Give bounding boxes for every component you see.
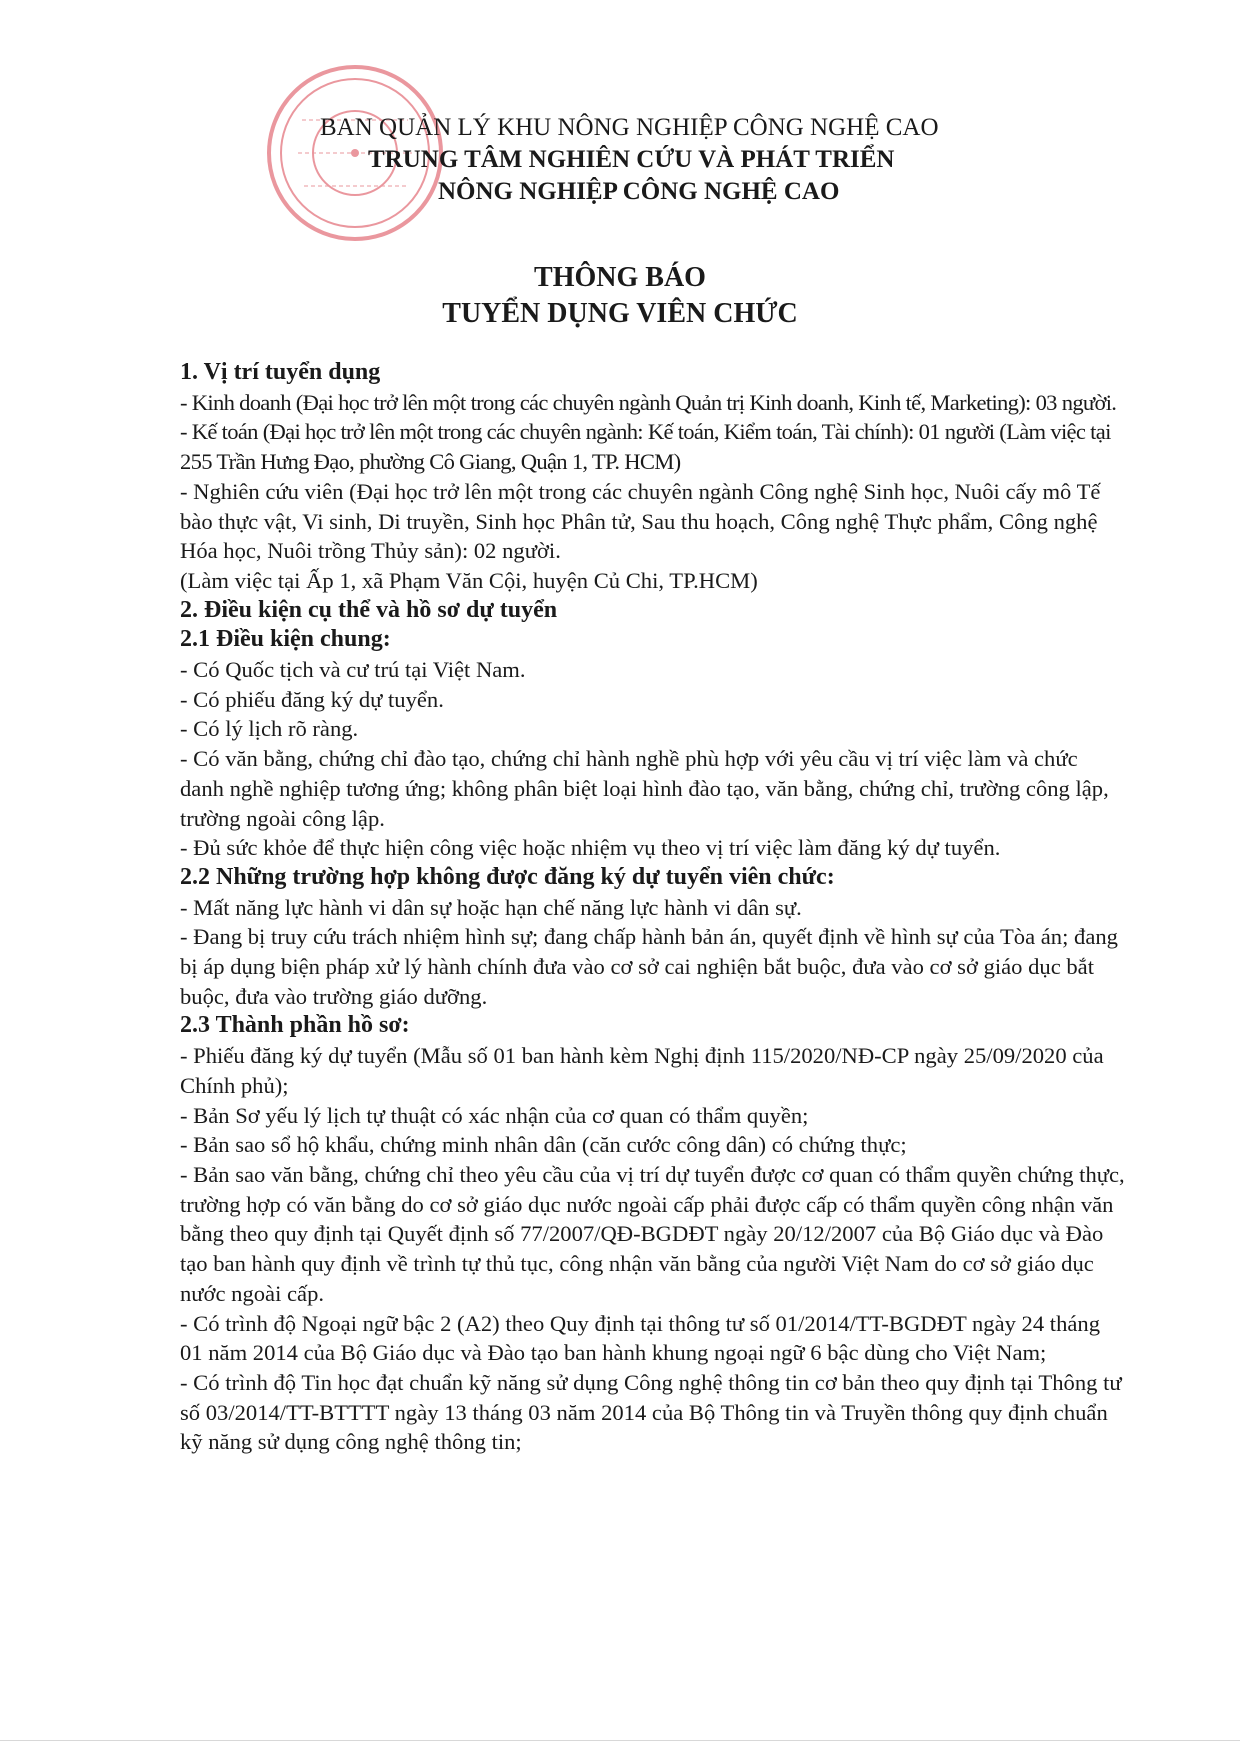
header-line-1: BAN QUẢN LÝ KHU NÔNG NGHIỆP CÔNG NGHỆ CAO [320,114,939,141]
body-paragraph: - Có lý lịch rõ ràng. [180,716,359,742]
document-subtitle: TUYỂN DỤNG VIÊN CHỨC [442,298,798,329]
section-heading: 2. Điều kiện cụ thể và hồ sơ dự tuyển [180,596,558,623]
header-line-2: TRUNG TÂM NGHIÊN CỨU VÀ PHÁT TRIỂN [368,146,895,173]
page-edge-divider [0,1740,1240,1741]
body-paragraph: - Đủ sức khỏe để thực hiện công việc hoặc nhiệm vụ theo vị trí việc làm đăng ký dự tuyển. [180,835,1001,861]
document-body [180,358,1126,1457]
body-paragraph: - Bản sao văn bằng, chứng chỉ theo yêu cầu của vị trí dự tuyển được cơ quan có thẩm quyền chứng thực, trường hợp có văn bằng do cơ sở giáo dục nước ngoài cấp phải được cấp có thẩm quyền công nhận văn bằng theo quy định tại Quyết định số 77/2007/QĐ-BGDĐT ngày 20/12/2007 của Bộ Giáo dục và Đào tạo ban hành quy định về trình tự thủ tục, công nhận văn bằng của người Việt Nam do cơ sở giáo dục nước ngoài cấp. [180,1161,1125,1306]
body-paragraph: - Có phiếu đăng ký dự tuyển. [180,686,444,712]
body-paragraph: - Mất năng lực hành vi dân sự hoặc hạn chế năng lực hành vi dân sự. [180,894,802,920]
document-title: THÔNG BÁO [534,262,706,293]
body-paragraph: - Có trình độ Tin học đạt chuẩn kỹ năng sử dụng Công nghệ thông tin cơ bản theo quy định tại Thông tư số 03/2014/TT-BTTTT ngày 13 tháng 03 năm 2014 của Bộ Thông tin và Truyền thông quy định chuẩn kỹ năng sử dụng công nghệ thông tin; [180,1369,1122,1455]
body-paragraph: - Có Quốc tịch và cư trú tại Việt Nam. [180,657,526,683]
body-paragraph: - Phiếu đăng ký dự tuyển (Mẫu số 01 ban hành kèm Nghị định 115/2020/NĐ-CP ngày 25/09/2020 của Chính phủ); [180,1043,1104,1098]
section-heading: 1. Vị trí tuyển dụng [180,359,381,385]
body-paragraph: - Bản sao sổ hộ khẩu, chứng minh nhân dân (căn cước công dân) có chứng thực; [180,1132,907,1158]
body-paragraph: - Nghiên cứu viên (Đại học trở lên một trong các chuyên ngành Công nghệ Sinh học, Nuôi cấy mô Tế bào thực vật, Vi sinh, Di truyền, Sinh học Phân tử, Sau thu hoạch, Công nghệ Thực phẩm, Công nghệ Hóa học, Nuôi trồng Thủy sản): 02 người. [180,478,1101,564]
body-paragraph: - Kinh doanh (Đại học trở lên một trong các chuyên ngành Quản trị Kinh doanh, Kinh tế, Marketing): 03 người. [180,389,1117,415]
body-paragraph: - Bản Sơ yếu lý lịch tự thuật có xác nhận của cơ quan có thẩm quyền; [180,1102,809,1128]
section-heading: 2.2 Những trường hợp không được đăng ký dự tuyển viên chức: [180,863,835,890]
header-line-3: NÔNG NGHIỆP CÔNG NGHỆ CAO [438,178,840,205]
organization-header [320,112,1080,208]
body-paragraph: - Kế toán (Đại học trở lên một trong các chuyên ngành: Kế toán, Kiểm toán, Tài chính): 01 người (Làm việc tại 255 Trần Hưng Đạo, phường Cô Giang, Quận 1, TP. HCM) [180,419,1111,475]
body-paragraph: (Làm việc tại Ấp 1, xã Phạm Văn Cội, huyện Củ Chi, TP.HCM) [180,567,758,593]
section-heading: 2.3 Thành phần hồ sơ: [180,1012,410,1039]
body-paragraph: - Có trình độ Ngoại ngữ bậc 2 (A2) theo Quy định tại thông tư số 01/2014/TT-BGDĐT ngày 24 tháng 01 năm 2014 của Bộ Giáo dục và Đào tạo ban hành khung ngoại ngữ 6 bậc dùng cho Việt Nam; [180,1310,1100,1366]
section-heading: 2.1 Điều kiện chung: [180,626,391,653]
body-paragraph: - Đang bị truy cứu trách nhiệm hình sự; đang chấp hành bản án, quyết định về hình sự của Tòa án; đang bị áp dụng biện pháp xử lý hành chính đưa vào cơ sở cai nghiện bắt buộc, đưa vào cơ sở giáo dục bắt buộc, đưa vào trường giáo dưỡng. [180,924,1118,1009]
body-paragraph: - Có văn bằng, chứng chỉ đào tạo, chứng chỉ hành nghề phù hợp với yêu cầu vị trí việc làm và chức danh nghề nghiệp tương ứng; không phân biệt loại hình đào tạo, văn bằng, chứng chỉ, trường công lập, trường ngoài công lập. [180,746,1109,831]
